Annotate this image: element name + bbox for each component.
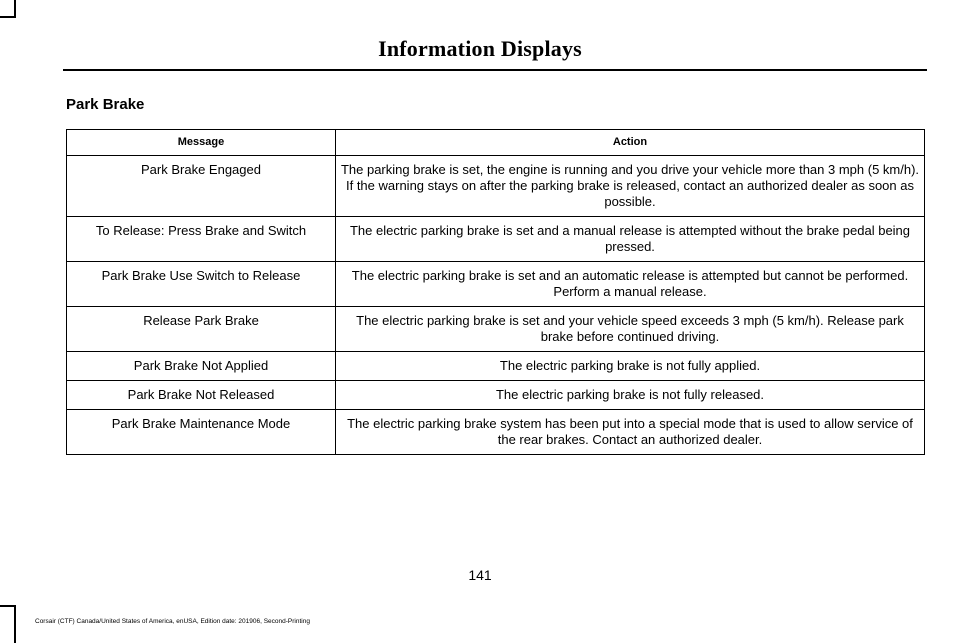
message-cell: To Release: Press Brake and Switch <box>67 217 336 262</box>
crop-mark-bottom-left-vertical <box>14 605 16 643</box>
table-row <box>67 352 925 381</box>
message-cell: Park Brake Engaged <box>67 156 336 217</box>
action-cell: The parking brake is set, the engine is running and you drive your vehicle more than 3 mph (5 km/h). If the warning stays on after the parking brake is released, contact an authorized dealer as soon as possible. <box>336 156 925 217</box>
table-row <box>67 217 925 262</box>
section-title: Park Brake <box>66 96 145 113</box>
action-cell: The electric parking brake is set and your vehicle speed exceeds 3 mph (5 km/h). Release park brake before continued driving. <box>336 307 925 352</box>
message-cell: Park Brake Not Applied <box>67 352 336 381</box>
column-header-message: Message <box>67 130 336 156</box>
table-header-row <box>67 130 925 156</box>
table-row <box>67 156 925 217</box>
action-cell: The electric parking brake is not fully applied. <box>336 352 925 381</box>
message-cell: Park Brake Use Switch to Release <box>67 262 336 307</box>
table-row <box>67 262 925 307</box>
page-header-title: Information Displays <box>378 36 582 61</box>
column-header-action: Action <box>336 130 925 156</box>
crop-mark-bottom-left-horizontal <box>0 605 16 607</box>
action-cell: The electric parking brake is not fully released. <box>336 381 925 410</box>
message-cell: Release Park Brake <box>67 307 336 352</box>
header-divider <box>63 69 927 71</box>
park-brake-message-table <box>66 129 925 455</box>
crop-mark-top-left-horizontal <box>0 16 16 18</box>
action-cell: The electric parking brake is set and a manual release is attempted without the brake pedal being pressed. <box>336 217 925 262</box>
table-row <box>67 307 925 352</box>
message-cell: Park Brake Not Released <box>67 381 336 410</box>
footer-edition-info: Corsair (CTF) Canada/United States of America, enUSA, Edition date: 201906, Second-Printing <box>35 618 310 625</box>
action-cell: The electric parking brake is set and an automatic release is attempted but cannot be performed. Perform a manual release. <box>336 262 925 307</box>
page-number: 141 <box>468 567 492 583</box>
message-cell: Park Brake Maintenance Mode <box>67 410 336 455</box>
table-row <box>67 381 925 410</box>
table-row <box>67 410 925 455</box>
action-cell: The electric parking brake system has been put into a special mode that is used to allow service of the rear brakes. Contact an authorized dealer. <box>336 410 925 455</box>
